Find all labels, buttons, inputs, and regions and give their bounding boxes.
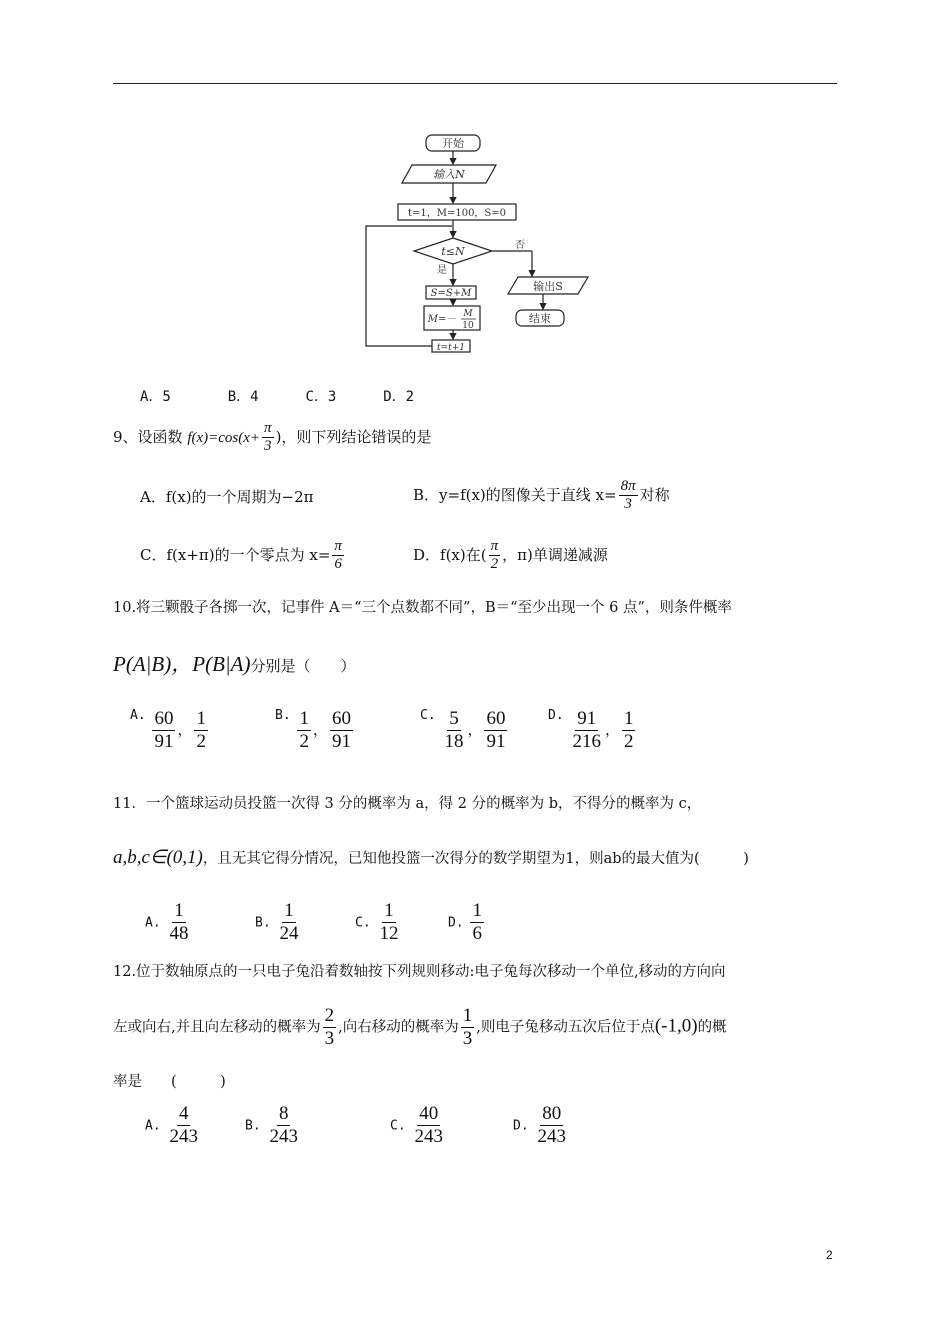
q8-option-c: C．3 xyxy=(305,389,337,405)
q8-options xyxy=(140,386,414,406)
flow-cond-text: t≤N xyxy=(441,245,465,258)
q10-option-c: C. $\frac{5}{18}$ ， $\frac{60}{91}$ xyxy=(420,708,506,752)
page-number: 2 xyxy=(826,1248,833,1262)
flow-output-text: 输出S xyxy=(533,280,563,293)
flowchart xyxy=(360,128,600,356)
q12-stem-line3: 率是 ( ) xyxy=(113,1074,226,1090)
flow-step2-lhs: M=－ xyxy=(427,314,457,325)
q9-option-c: C．f(x+π)的一个零点为 x= $\frac{\pi}{6}$ xyxy=(140,538,342,573)
flow-init-text: t=1，M=100，S=0 xyxy=(407,208,507,219)
flow-start-text: 开始 xyxy=(442,137,464,150)
flow-step2-num: M xyxy=(463,309,473,319)
q8-option-a: A．5 xyxy=(140,389,171,405)
q12-stem-line2: 左或向右,并且向左移动的概率为 $\frac{2}{3}$ ,向右移动的概率为 $\frac{1}{3}$ ,则电子兔移动五次后位于点(-1,0)的概 xyxy=(113,1005,727,1049)
q11-option-b: B. $\frac{1}{24}$ xyxy=(255,900,299,944)
q12-option-c: C. $\frac{40}{243}$ xyxy=(390,1103,443,1147)
flow-end-text: 结束 xyxy=(529,312,551,325)
flow-step2-den: 10 xyxy=(462,321,474,331)
q10-option-a: A. $\frac{60}{91}$ ， $\frac{1}{2}$ xyxy=(130,708,206,752)
q11-option-d: D. $\frac{1}{6}$ xyxy=(448,900,482,944)
q10-stem-line2: P(A|B)，P(B|A)分别是（ ） xyxy=(113,652,356,676)
header-rule xyxy=(113,83,837,84)
q10-stem-line1: 10.将三颗骰子各掷一次，记事件 A＝“三个点数都不同”，B＝“至少出现一个 6 点”，则条件概率 xyxy=(113,600,732,616)
q9-option-d: D．f(x)在( $\frac{\pi}{2}$ ，π)单调递减源 xyxy=(413,538,608,573)
flow-input-text: 输入N xyxy=(433,168,465,181)
q10-option-b: B. $\frac{1}{2}$ ， $\frac{60}{91}$ xyxy=(275,708,351,752)
flow-step1-text: S=S+M xyxy=(430,288,472,299)
flow-no-label: 否 xyxy=(515,240,525,251)
q9-option-b: B．y=f(x)的图像关于直线 x= $\frac{8\pi}{3}$ 对称 xyxy=(413,478,670,513)
q11-stem-line1: 11．一个篮球运动员投篮一次得 3 分的概率为 a，得 2 分的概率为 b，不得分的概率为 c， xyxy=(113,796,702,812)
q12-option-d: D. $\frac{80}{243}$ xyxy=(513,1103,566,1147)
flow-yes-label: 是 xyxy=(437,265,447,276)
q9-option-a: A．f(x)的一个周期为−2π xyxy=(140,488,314,506)
q8-option-b: B．4 xyxy=(227,389,259,405)
q12-option-a: A. $\frac{4}{243}$ xyxy=(145,1103,198,1147)
q11-option-c: C. $\frac{1}{12}$ xyxy=(355,900,399,944)
q9-stem: 9、设函数 f(x)=cos(x+ $\frac{\pi}{3}$ )，则下列结论错误的是 xyxy=(113,420,432,455)
q11-stem-line2: a,b,c∈(0,1)，且无其它得分情况，已知他投篮一次得分的数学期望为1，则ab的最大值为( ) xyxy=(113,847,749,868)
q12-stem-line1: 12.位于数轴原点的一只电子兔沿着数轴按下列规则移动:电子兔每次移动一个单位,移动的方向向 xyxy=(113,964,726,980)
q11-option-a: A. $\frac{1}{48}$ xyxy=(145,900,189,944)
q12-option-b: B. $\frac{8}{243}$ xyxy=(245,1103,298,1147)
flow-step3-text: t=t+1 xyxy=(436,343,466,353)
q10-option-d: D. $\frac{91}{216}$ ， $\frac{1}{2}$ xyxy=(548,708,634,752)
q8-option-d: D．2 xyxy=(383,389,415,405)
